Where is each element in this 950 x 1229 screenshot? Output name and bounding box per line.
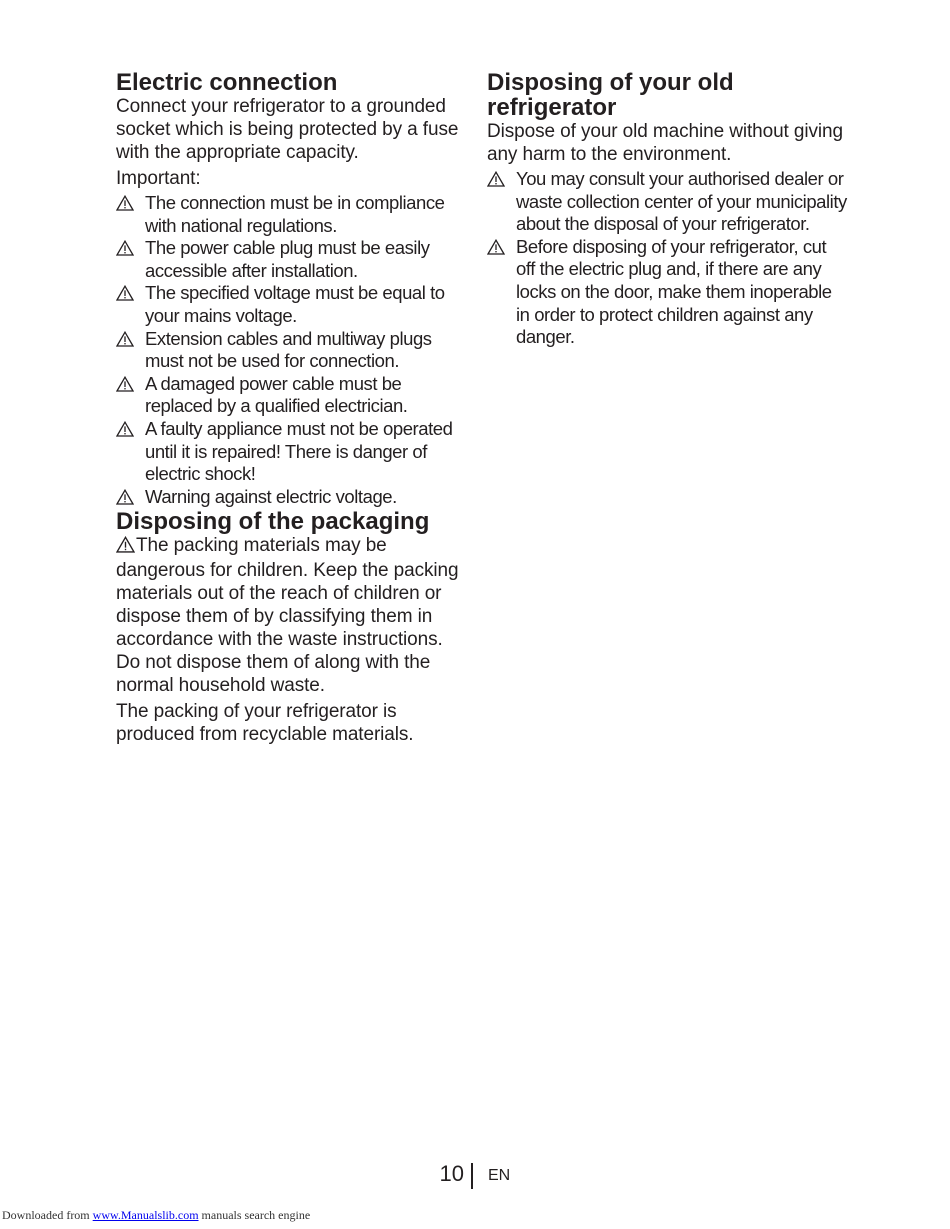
warning-triangle-icon: [487, 239, 505, 255]
download-note: [2, 1208, 310, 1222]
page-number: 10: [439, 1161, 464, 1186]
disposing-packaging-section: [116, 509, 466, 746]
disposing-old-fridge-intro: Dispose of your old machine without giving any harm to the environment.: [487, 121, 843, 165]
language-code: EN: [488, 1167, 511, 1184]
warning-triangle-icon: [116, 421, 134, 437]
manualslib-link[interactable]: www.Manualslib.com: [92, 1208, 199, 1222]
list-item: [487, 168, 847, 236]
warning-triangle-icon: [116, 376, 134, 392]
disposing-old-fridge-heading: Disposing of your old refrigerator: [487, 69, 734, 121]
electric-connection-intro: Connect your refrigerator to a grounded socket which is being protected by a fuse with the appropriate capacity.: [116, 96, 459, 163]
important-label: Important:: [116, 168, 201, 189]
download-note-suffix: manuals search engine: [198, 1208, 311, 1222]
download-note-prefix: Downloaded from: [2, 1208, 93, 1222]
warning-triangle-icon: [116, 195, 134, 211]
electric-warning-list: [116, 192, 466, 508]
page-footer: [0, 1161, 950, 1191]
warning-text: The power cable plug must be easily accessible after installation.: [145, 237, 430, 281]
packaging-warning-paragraph: [116, 534, 466, 697]
left-column: [116, 70, 466, 746]
warning-triangle-icon: [116, 240, 134, 256]
list-item: [116, 328, 466, 373]
disposing-old-fridge-section: [487, 70, 847, 349]
packaging-recycle-text: The packing of your refrigerator is produced from recyclable materials.: [116, 701, 414, 746]
old-fridge-warning-list: [487, 168, 847, 349]
warning-triangle-icon: [116, 536, 135, 559]
list-item: [116, 418, 466, 486]
warning-text: The specified voltage must be equal to your mains voltage.: [145, 282, 445, 326]
electric-connection-section: [116, 70, 466, 508]
page-divider: [471, 1163, 473, 1189]
right-column: [487, 70, 847, 349]
warning-triangle-icon: [116, 331, 134, 347]
list-item: [116, 282, 466, 327]
list-item: [487, 236, 847, 349]
electric-connection-heading: Electric connection: [116, 69, 338, 96]
warning-text: A damaged power cable must be replaced by a qualified electrician.: [145, 372, 408, 417]
list-item: [116, 192, 466, 237]
warning-triangle-icon: [116, 285, 134, 301]
warning-text: A faulty appliance must not be operated until it is repaired! There is danger of electric shock!: [145, 417, 453, 485]
list-item: [116, 373, 466, 418]
disposing-packaging-heading: Disposing of the packaging: [116, 508, 430, 536]
warning-text: Extension cables and multiway plugs must not be used for connection.: [145, 327, 432, 372]
warning-text: You may consult your authorised dealer or waste collection center of your municipality about the disposal of your refrigerator.: [516, 168, 847, 235]
warning-triangle-icon: [487, 171, 505, 187]
list-item: [116, 237, 466, 282]
warning-text: Before disposing of your refrigerator, cut off the electric plug and, if there are any locks on the door, make them inoperable in order to protect children against any danger.: [516, 235, 832, 348]
warning-text: The connection must be in compliance with national regulations.: [145, 192, 445, 236]
warning-triangle-icon: [116, 489, 134, 505]
list-item: [116, 486, 466, 509]
warning-text: Warning against electric voltage.: [145, 485, 397, 507]
packaging-warning-text: The packing materials may be dangerous for children. Keep the packing materials out of the reach of children or dispose them of by classifying them in accordance with the waste instructions. Do not dispose them of along with the normal household waste.: [116, 535, 459, 697]
